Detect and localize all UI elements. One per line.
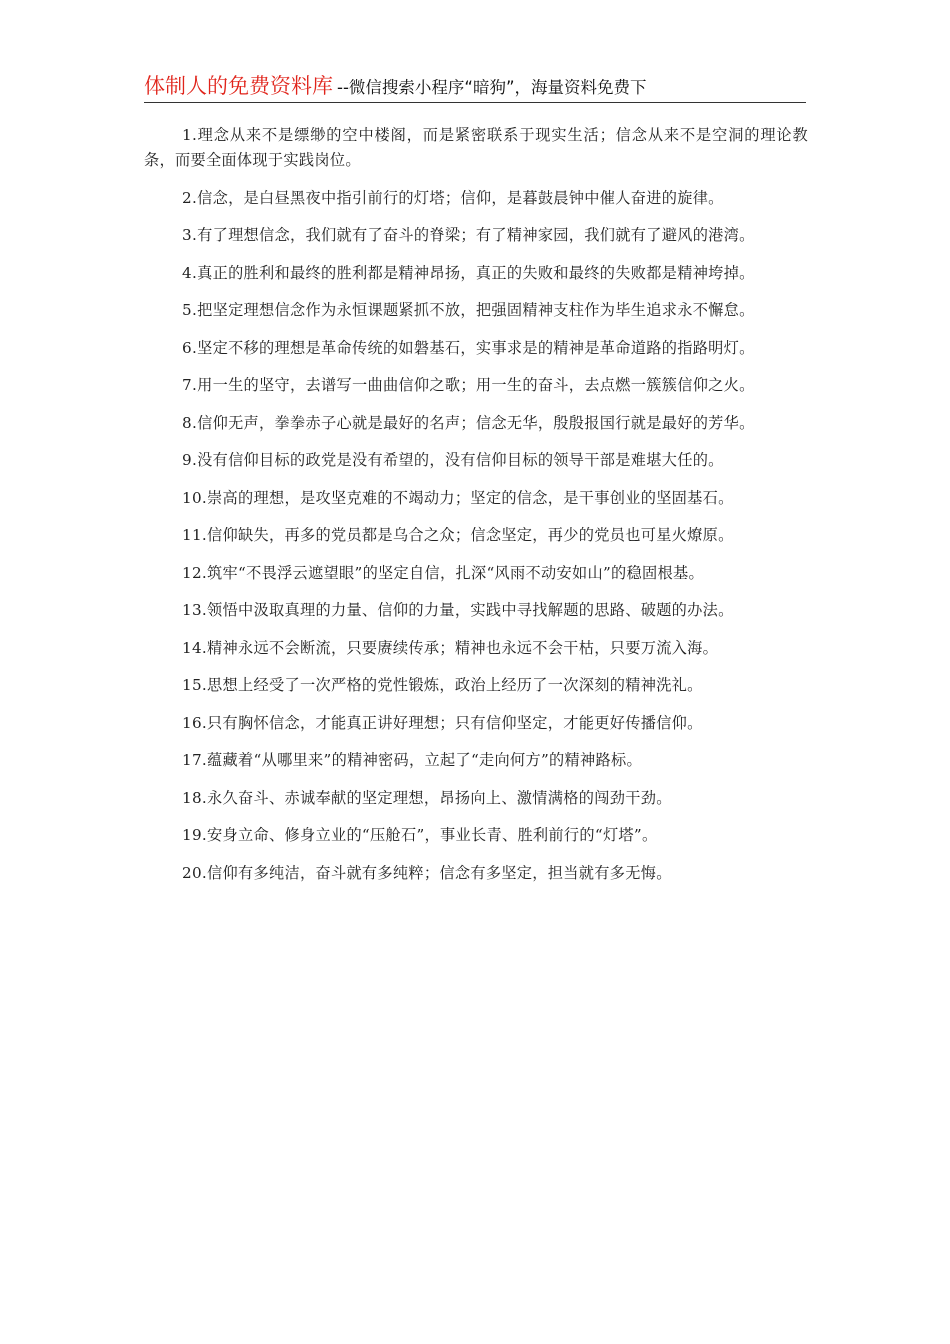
list-item: 5.把坚定理想信念作为永恒课题紧抓不放，把强固精神支柱作为毕生追求永不懈怠。 bbox=[182, 301, 755, 319]
list-item: 18.永久奋斗、赤诚奉献的坚定理想，昂扬向上、激情满格的闯劲干劲。 bbox=[182, 788, 672, 807]
list-item: 19.安身立命、修身立业的“压舱石”，事业长青、胜利前行的“灯塔”。 bbox=[182, 826, 658, 844]
list-item: 6.坚定不移的理想是革命传统的如磐基石，实事求是的精神是革命道路的指路明灯。 bbox=[182, 338, 755, 357]
list-item: 17.蕴藏着“从哪里来”的精神密码，立起了“走向何方”的精神路标。 bbox=[182, 751, 642, 769]
page-header bbox=[144, 72, 806, 103]
list-item: 3.有了理想信念，我们就有了奋斗的脊梁；有了精神家园，我们就有了避风的港湾。 bbox=[182, 226, 755, 244]
quote-list bbox=[144, 123, 808, 898]
list-item: 16.只有胸怀信念，才能真正讲好理想；只有信仰坚定，才能更好传播信仰。 bbox=[182, 713, 703, 732]
list-item: 7.用一生的坚守，去谱写一曲曲信仰之歌；用一生的奋斗，去点燃一簇簇信仰之火。 bbox=[182, 376, 755, 394]
list-item: 9.没有信仰目标的政党是没有希望的，没有信仰目标的领导干部是难堪大任的。 bbox=[182, 451, 724, 469]
list-item: 8.信仰无声，拳拳赤子心就是最好的名声；信念无华，殷殷报国行就是最好的芳华。 bbox=[182, 413, 755, 432]
list-item: 10.崇高的理想，是攻坚克难的不竭动力；坚定的信念，是干事创业的坚固基石。 bbox=[182, 488, 734, 507]
list-item: 13.领悟中汲取真理的力量、信仰的力量，实践中寻找解题的思路、破题的办法。 bbox=[182, 601, 734, 619]
list-item: 14.精神永远不会断流，只要赓续传承；精神也永远不会干枯，只要万流入海。 bbox=[182, 638, 719, 657]
list-item: 11.信仰缺失，再多的党员都是乌合之众；信念坚定，再少的党员也可星火燎原。 bbox=[182, 526, 734, 544]
brand-title: 体制人的免费资料库 bbox=[144, 74, 333, 98]
list-item: 12.筑牢“不畏浮云遮望眼”的坚定自信，扎深“风雨不动安如山”的稳固根基。 bbox=[182, 563, 704, 582]
list-item: 1.理念从来不是缥缈的空中楼阁，而是紧密联系于现实生活；信念从来不是空洞的理论教条，而要全面体现于实践岗位。 bbox=[144, 126, 808, 169]
list-item: 4.真正的胜利和最终的胜利都是精神昂扬，真正的失败和最终的失败都是精神垮掉。 bbox=[182, 263, 755, 282]
list-item: 20.信仰有多纯洁，奋斗就有多纯粹；信念有多坚定，担当就有多无悔。 bbox=[182, 863, 672, 882]
list-item: 2.信念，是白昼黑夜中指引前行的灯塔；信仰，是暮鼓晨钟中催人奋进的旋律。 bbox=[182, 188, 724, 207]
list-item: 15.思想上经受了一次严格的党性锻炼，政治上经历了一次深刻的精神洗礼。 bbox=[182, 676, 703, 694]
promo-text: --微信搜索小程序“暗狗”，海量资料免费下 bbox=[337, 78, 647, 97]
